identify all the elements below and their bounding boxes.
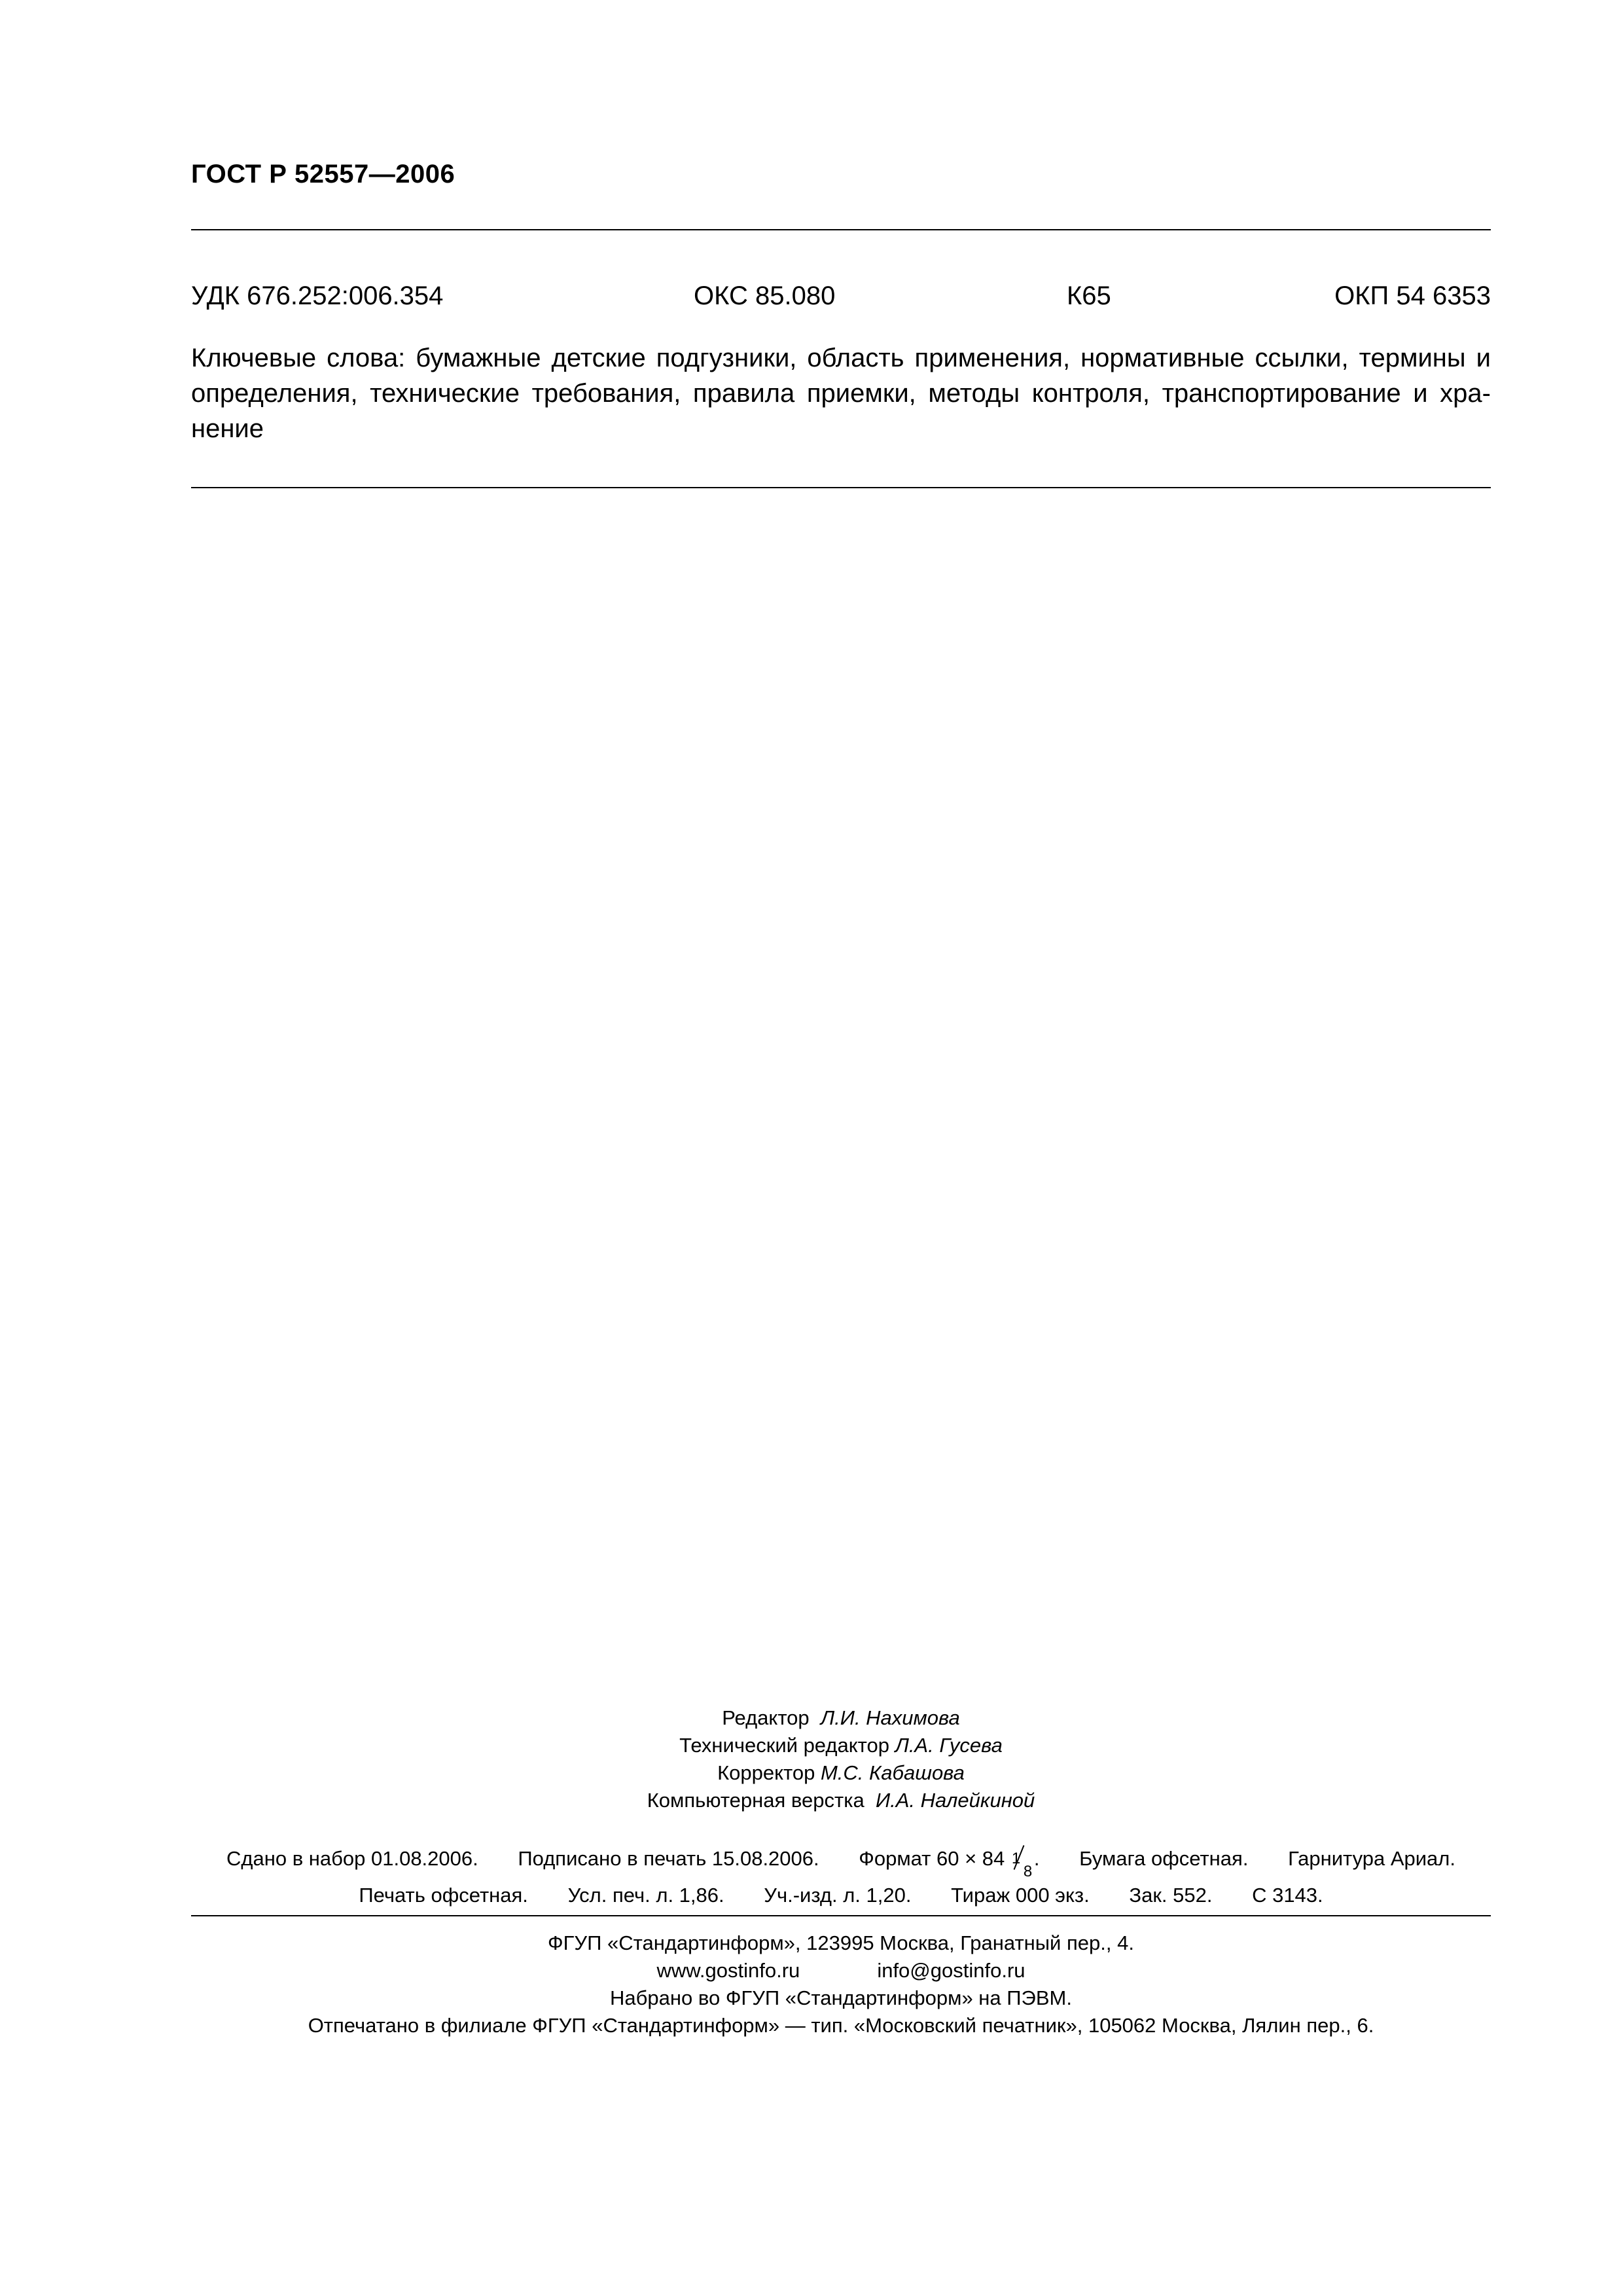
document-title: ГОСТ Р 52557—2006 <box>191 160 455 188</box>
layout-label: Компьютерная верстка <box>647 1789 865 1812</box>
format-fraction <box>1010 1844 1034 1880</box>
keywords-block <box>191 340 1491 446</box>
printed-note: Отпечатано в филиале ФГУП «Стандартинформ» — тип. «Московский печатник», 105062 Москва, Лялин пер., 6. <box>308 2014 1374 2037</box>
print-details-row <box>191 1840 1491 1880</box>
tech-editor-label: Технический редактор <box>679 1734 889 1757</box>
format-spec <box>859 1840 1040 1880</box>
printing-method: Печать офсетная. <box>359 1884 528 1907</box>
typeset-note: Набрано во ФГУП «Стандартинформ» на ПЭВМ. <box>610 1986 1072 2009</box>
print-sheets: Усл. печ. л. 1,86. <box>567 1884 724 1907</box>
publication-sheets: Уч.-изд. л. 1,20. <box>764 1884 912 1907</box>
udk-code: УДК 676.252:006.354 <box>191 281 444 310</box>
format-fraction-denominator: 8 <box>1023 1863 1033 1880</box>
website-link[interactable]: www.gostinfo.ru <box>656 1959 800 1982</box>
corrector-label: Корректор <box>717 1761 815 1784</box>
tech-editor-name: Л.А. Гусева <box>895 1734 1003 1757</box>
staff-credits <box>191 1704 1491 1814</box>
okp-code: ОКП 54 6353 <box>1334 281 1491 310</box>
publisher-imprint <box>191 1929 1491 2039</box>
format-fraction-numerator: 1 <box>1011 1850 1021 1867</box>
classifier-codes <box>191 281 1491 314</box>
corrector-credit <box>191 1759 1491 1787</box>
print-details-row <box>191 1877 1491 1914</box>
circulation: Тираж 000 экз. <box>951 1884 1090 1907</box>
k-code: К65 <box>1067 281 1111 310</box>
typeface: Гарнитура Ариал. <box>1288 1847 1455 1870</box>
print-details <box>191 1840 1491 1914</box>
keywords-divider <box>191 487 1491 488</box>
tech-editor-credit <box>191 1732 1491 1759</box>
submitted-date: Сдано в набор 01.08.2006. <box>226 1847 478 1870</box>
keywords-line: нение <box>191 414 264 443</box>
email-link[interactable]: info@gostinfo.ru <box>877 1959 1026 1982</box>
imprint-divider <box>191 1915 1491 1916</box>
order-number: Зак. 552. <box>1129 1884 1213 1907</box>
keywords-line: определения, технические требования, правила приемки, методы контроля, транспортирование и хра- <box>191 379 1491 408</box>
format-suffix: . <box>1033 1847 1040 1870</box>
layout-credit <box>191 1787 1491 1814</box>
editor-credit <box>191 1704 1491 1732</box>
paper-type: Бумага офсетная. <box>1079 1847 1249 1870</box>
editor-name: Л.И. Нахимова <box>820 1706 960 1729</box>
format-prefix: Формат 60 × 84 <box>859 1847 1005 1870</box>
contact-row <box>191 1957 1491 1984</box>
editor-label: Редактор <box>722 1706 810 1729</box>
header-divider <box>191 229 1491 230</box>
layout-name: И.А. Налейкиной <box>875 1789 1035 1812</box>
corrector-name: М.С. Кабашова <box>820 1761 965 1784</box>
signed-date: Подписано в печать 15.08.2006. <box>518 1847 819 1870</box>
print-code: С 3143. <box>1252 1884 1323 1907</box>
keywords-line: Ключевые слова: бумажные детские подгузники, область применения, нормативные ссылки, термины и <box>191 344 1491 372</box>
oks-code: ОКС 85.080 <box>694 281 836 310</box>
publisher-address: ФГУП «Стандартинформ», 123995 Москва, Гранатный пер., 4. <box>548 1931 1134 1954</box>
